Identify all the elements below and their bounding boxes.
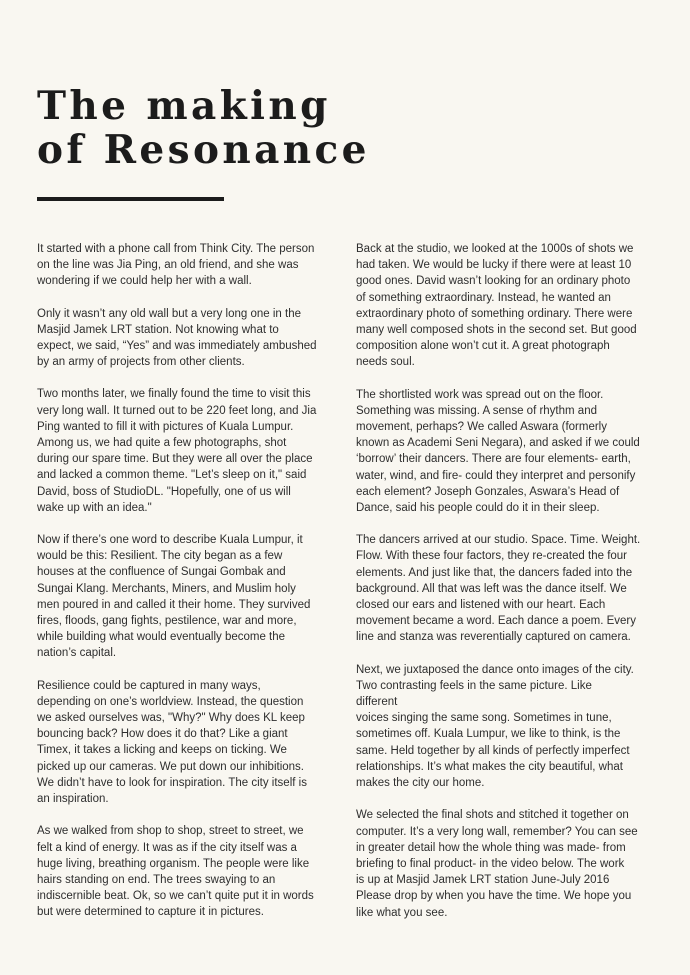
paragraph [356,532,641,645]
title-line-1: The making [37,83,331,129]
text-line: during our spare time. But they were all over the place [37,453,313,466]
text-line: fires, floods, gang fights, pestilence, war and more, [37,615,297,628]
text-line: As we walked from shop to shop, street to street, we [37,825,304,838]
left-column [37,241,317,937]
paragraph [356,662,638,792]
text-line: makes the city our home. [356,777,485,790]
text-line: Please drop by when you have the time. We hope you [356,890,632,903]
text-line: relationships. It’s what makes the city beautiful, what [356,760,623,773]
text-line: Two contrasting feels in the same picture. Like [356,679,592,692]
text-line: many well composed shots in the second set. But good [356,324,637,337]
paragraph [37,306,317,371]
text-line: and lacked a common theme. "Let’s sleep on it," said [37,469,307,482]
text-line: known as Academi Seni Negara), and asked if we could [356,437,640,450]
text-line: sometimes off. Kuala Lumpur, we like to think, is the [356,728,621,741]
text-line: while building what would eventually become the [37,631,286,644]
text-line: background. All that was left was the dance itself. We [356,582,627,595]
text-line: same. Held together by all kinds of perfectly imperfect [356,744,630,757]
text-line: Two months later, we finally found the time to visit this [37,388,311,401]
text-line: depending on one’s worldview. Instead, the question [37,695,304,708]
text-line: picked up our cameras. We put down our inhibitions. [37,760,304,773]
page-title [37,84,397,172]
text-line: houses at the confluence of Sungai Gombak and [37,566,286,579]
text-line: elements. And just like that, the dancers faded into the [356,566,633,579]
text-line: Now if there’s one word to describe Kuala Lumpur, it [37,534,303,547]
text-line: We selected the final shots and stitched it together on [356,809,629,822]
paragraph [37,241,315,290]
text-line: needs soul. [356,356,415,369]
text-line: men poured in and called it their home. They survived [37,598,311,611]
text-line: Ping wanted to fill it with pictures of Kuala Lumpur. [37,420,294,433]
paragraph [356,387,638,517]
text-line: Timex, it takes a licking and keeps on ticking. We [37,744,287,757]
text-line: Resilience could be captured in many ways, [37,679,261,692]
right-column [356,241,641,937]
text-line: We didn’t have to look for inspiration. The city itself is [37,776,307,789]
text-line: closed our ears and listened with our heart. Each [356,599,606,612]
paragraph [37,678,312,808]
text-line: Masjid Jamek LRT station. Not knowing what to [37,323,279,336]
paragraph [37,386,317,516]
text-line: like what you see. [356,906,448,919]
text-line: would be this: Resilient. The city began as a few [37,550,283,563]
text-line: indiscernible beat. Ok, so we can’t quite put it in words [37,890,314,903]
text-line: Dance, said his people could do it in their sleep. [356,502,600,515]
text-line: The shortlisted work was spread out on the floor. [356,388,604,401]
text-line: each element? Joseph Gonzales, Aswara’s Head of [356,485,620,498]
text-line: extraordinary photo of something ordinary. There were [356,307,633,320]
text-line: Back at the studio, we looked at the 1000s of shots we [356,243,634,255]
text-line: water, wind, and fire- could they interpret and personify [356,469,636,482]
paragraph [356,241,638,371]
text-line: movement, perhaps? We called Aswara (formerly [356,421,607,434]
text-line: movement became a word. Each dance a poem. Every [356,615,636,628]
text-line: hairs standing on end. The trees swaying to an [37,873,276,886]
paragraph [37,532,312,662]
text-line: had taken. We would be lucky if there were at least 10 [356,259,632,272]
text-line: line and stanza was reverentially captured on camera. [356,631,631,644]
text-line: an inspiration. [37,793,109,806]
text-line: Sungai Klang. Merchants, Miners, and Muslim holy [37,582,296,595]
text-line: The dancers arrived at our studio. Space. Time. Weight. [356,534,641,547]
text-line: huge living, breathing organism. The people were like [37,857,310,870]
text-line: wondering if we could help her with a wall. [37,275,252,288]
text-line: but were determined to capture it in pictures. [37,906,264,919]
text-line: by an army of projects from other clients. [37,356,245,369]
text-line: good ones. David wasn’t looking for an ordinary photo [356,275,631,288]
text-line: expect, we said, “Yes” and was immediately ambushed [37,340,317,353]
paragraph [37,823,312,920]
text-line: Only it wasn’t any old wall but a very long one in the [37,307,302,320]
text-line: Flow. With these four factors, they re-created the four [356,550,628,563]
text-line: wake up with an idea." [37,501,152,514]
paragraph [356,807,638,920]
text-line: bouncing back? How does it do that? Like a giant [37,728,288,741]
text-line: Something was missing. A sense of rhythm and [356,404,597,417]
text-line: composition alone won’t cut it. A great photograph [356,340,610,353]
text-line: briefing to final product- in the video below. The work [356,857,625,870]
text-line: Among us, we had quite a few photographs, shot [37,437,287,450]
text-line: of something extraordinary. Instead, he wanted an [356,291,611,304]
title-line-2: of Resonance [37,127,370,173]
text-line: voices singing the same song. Sometimes in tune, [356,712,612,725]
text-line: on the line was Jia Ping, an old friend, and she was [37,259,299,272]
text-line: felt a kind of energy. It was as if the city itself was a [37,841,297,854]
text-line: different [356,696,398,709]
title-divider [37,197,224,201]
text-line: ‘borrow’ their dancers. There are four elements- earth, [356,453,631,466]
text-line: nation’s capital. [37,647,117,660]
text-line: in greater detail how the whole thing was made- from [356,841,626,854]
text-line: Next, we juxtaposed the dance onto images of the city. [356,663,634,676]
text-line: David, boss of StudioDL. "Hopefully, one of us will [37,485,291,498]
text-line: very long wall. It turned out to be 220 feet long, and Jia [37,404,317,417]
text-line: It started with a phone call from Think City. The person [37,243,315,255]
text-line: we asked ourselves was, "Why?" Why does KL keep [37,712,305,725]
text-line: is up at Masjid Jamek LRT station June-July 2016 [356,874,610,887]
text-line: computer. It’s a very long wall, remember? You can see [356,825,638,838]
